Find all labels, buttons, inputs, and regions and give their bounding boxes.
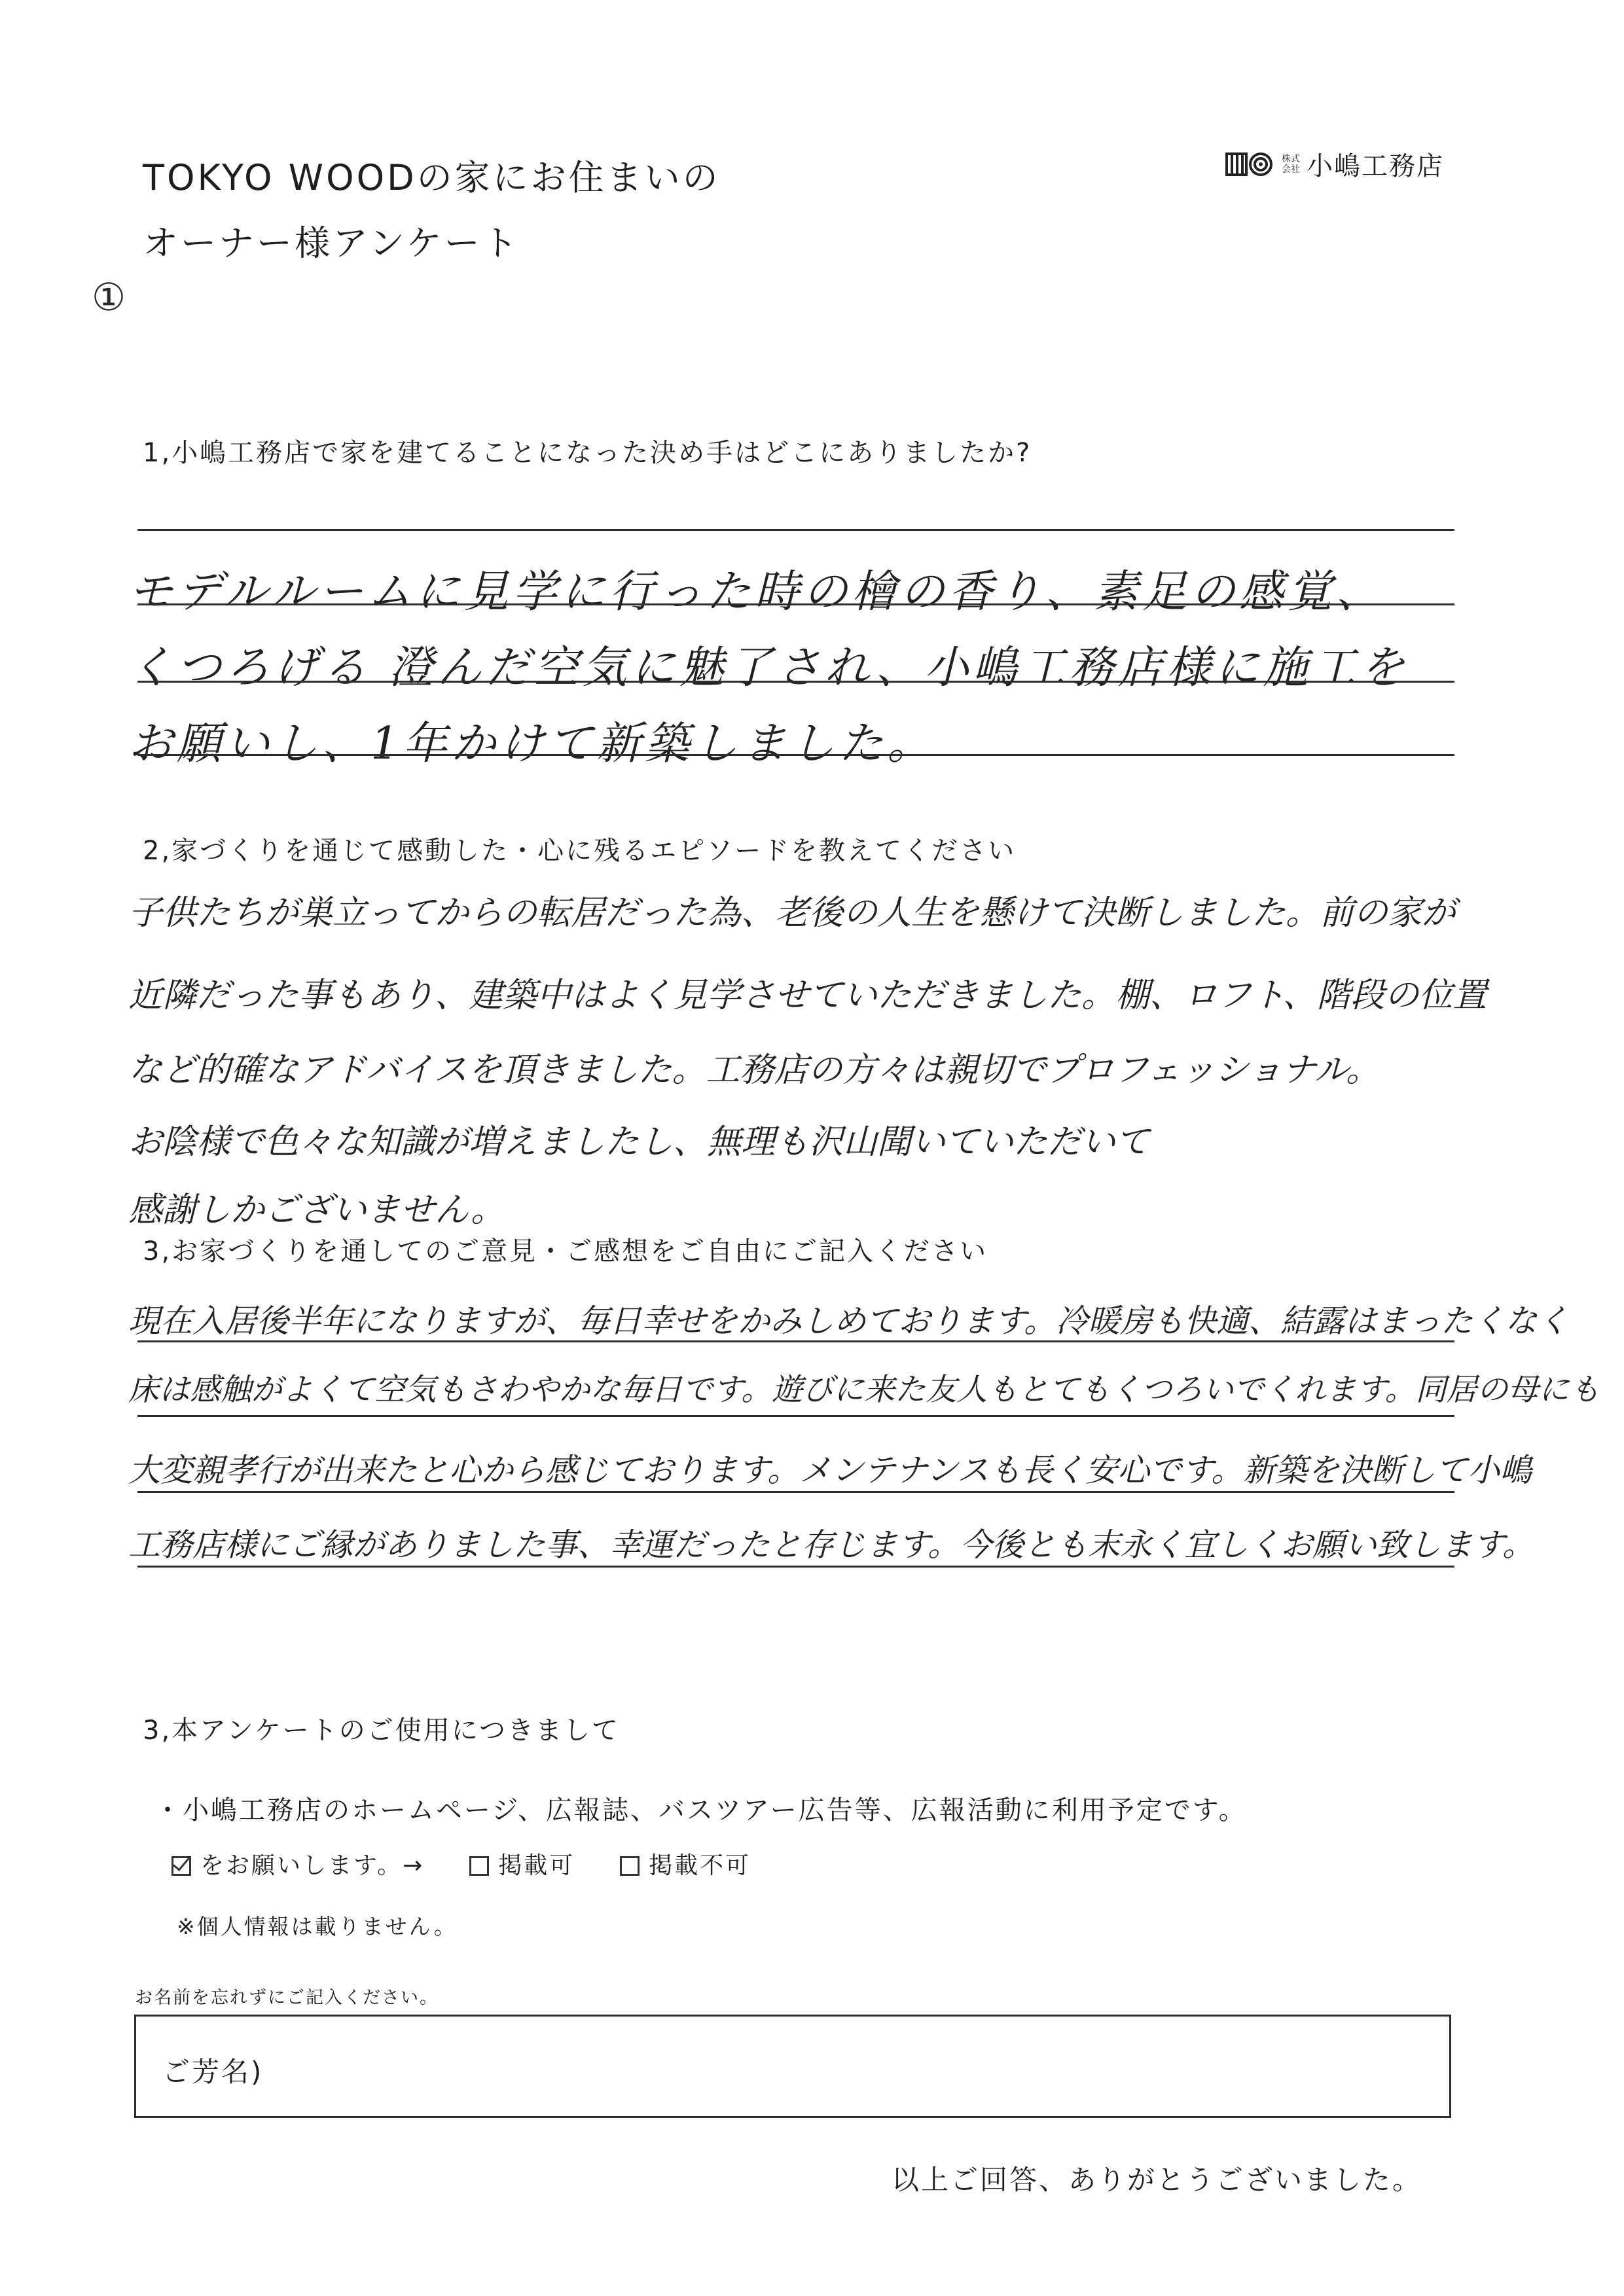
answer-rule [137,1566,1454,1568]
question-2: 2,家づくりを通じて感動した・心に残るエピソードを教えてください [143,836,1017,866]
usage-heading: 3,本アンケートのご使用につきまして [143,1715,620,1746]
check-instruction-text: をお願いします。→ [200,1852,425,1879]
allow-publish-label: 掲載可 [498,1852,575,1879]
deny-publish-label: 掲載不可 [649,1852,751,1879]
logo-corporate-type [1282,154,1300,175]
kojima-logo-mark-icon [1225,151,1275,177]
sample-checked-box-icon [171,1856,191,1876]
answer-rule [137,1491,1454,1493]
q1-answer-line-1: モデルルームに見学に行った時の檜の香り、素足の感覚、 [128,566,1384,618]
q1-answer-line-3: お願いし、1年かけて新築しました。 [128,718,936,770]
answer-rule [137,1340,1454,1342]
survey-title-line-2: オーナー様アンケート [143,223,520,264]
q2-answer-line-3: など的確なアドバイスを頂きました。工務店の方々は親切でプロフェッショナル。 [128,1050,1380,1090]
name-label: ご芳名) [162,2056,264,2088]
answer-rule [137,1415,1454,1417]
logo-company-name: 小嶋工務店 [1307,151,1444,181]
name-hint: お名前を忘れずにご記入ください。 [135,1988,439,2008]
closing-message: 以上ご回答、ありがとうございました。 [892,2164,1422,2196]
allow-publish-checkbox[interactable] [469,1856,489,1876]
q2-answer-line-1: 子供たちが巣立ってからの転居だった為、老後の人生を懸けて決断しました。前の家が [128,893,1456,933]
answer-rule [137,681,1454,683]
deny-publish-checkbox[interactable] [620,1856,640,1876]
question-3: 3,お家づくりを通してのご意見・ご感想をご自由にご記入ください [143,1236,988,1266]
answer-rule [137,603,1454,605]
q3-answer-line-4: 工務店様にご縁がありました事、幸運だったと存じます。今後とも末永く宜しくお願い致します。 [128,1526,1535,1564]
logo-small-text-top: 株式 [1282,153,1300,164]
privacy-note: ※個人情報は載りません。 [177,1914,458,1939]
q2-answer-line-2: 近隣だった事もあり、建築中はよく見学させていただきました。棚、ロフト、階段の位置 [128,976,1487,1015]
q3-answer-line-3: 大変親孝行が出来たと心から感じております。メンテナンスも長く安心です。新築を決断して小嶋 [128,1452,1532,1489]
q3-answer-line-2: 床は感触がよくて空気もさわやかな毎日です。遊びに来た友人もとてもくつろいでくれます。同居の母にも [128,1372,1600,1408]
answer-rule [137,529,1454,531]
name-input-box[interactable] [134,2015,1451,2118]
logo-small-text-bottom: 会社 [1282,164,1300,175]
survey-title [143,145,721,276]
q2-answer-line-5: 感謝しかございません。 [128,1191,505,1230]
company-logo [1225,145,1444,183]
sheet-number: ① [92,275,126,319]
survey-title-line-1: TOKYO WOODの家にお住まいの [143,157,721,198]
usage-bullet: ・小嶋工務店のホームページ、広報誌、バスツアー広告等、広報活動に利用予定です。 [154,1795,1247,1825]
question-1: 1,小嶋工務店で家を建てることになった決め手はどこにありましたか? [143,438,1032,468]
answer-rule [137,754,1454,756]
q3-answer-line-1: 現在入居後半年になりますが、毎日幸せをかみしめております。冷暖房も快適、結露はまったくなく [128,1302,1570,1340]
q2-answer-line-4: お陰様で色々な知識が増えましたし、無理も沢山聞いていただいて [128,1122,1150,1162]
check-instruction-row [171,1847,751,1880]
q1-answer-line-2: くつろげる 澄んだ空気に魅了され、小嶋工務店様に施工を [128,642,1409,694]
